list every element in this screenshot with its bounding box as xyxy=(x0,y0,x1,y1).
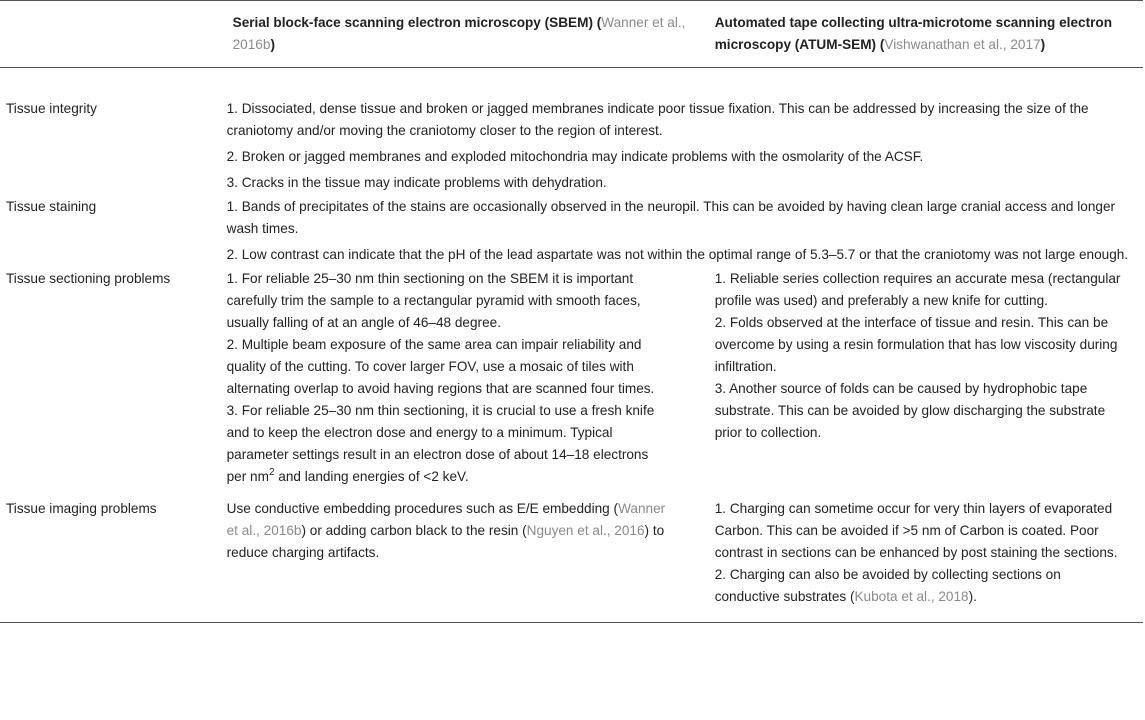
header-row xyxy=(0,1,1143,68)
sectioning-atum-cell xyxy=(701,266,1143,488)
header-sbem: Serial block-face scanning electron microscopy (SBEM) (Wanner et al., 2016b) xyxy=(232,15,686,52)
sectioning-sbem-p2: 2. Multiple beam exposure of the same area can impair reliability and quality of the cutting. To cover larger FOV, use a mosaic of tiles with alternating overlap to avoid having regions that are scanned four times. xyxy=(226,337,655,396)
imaging-sbem-ref1[interactable]: Wanner et al., 2016b xyxy=(226,501,666,538)
row-tissue-staining xyxy=(0,194,1143,266)
imaging-sbem-ref2[interactable]: Nguyen et al., 2016 xyxy=(526,523,645,538)
row-label: Tissue imaging problems xyxy=(6,501,157,516)
integrity-p1: 1. Dissociated, dense tissue and broken or jagged membranes indicate poor tissue fixation. This can be addressed by increasing the size of the craniotomy and/or moving the craniotomy closer to the region of interest. xyxy=(226,101,1089,138)
row-label: Tissue integrity xyxy=(6,101,97,116)
header-sbem-ref[interactable]: Wanner et al., 2016b xyxy=(232,15,686,52)
row-label: Tissue staining xyxy=(6,199,97,214)
sectioning-sbem-p3: 3. For reliable 25–30 nm thin sectioning, it is crucial to use a fresh knife and to keep the electron dose and energy to a minimum. Typical parameter settings result in an electron dose of about 14–18 electrons per $nm^2$ and landing energies of <2 keV. xyxy=(226,403,655,484)
sectioning-sbem-p1: 1. For reliable 25–30 nm thin sectioning on the SBEM it is important carefully trim the sample to a rectangular pyramid with smooth faces, usually falling of at an angle of 46–48 degree. xyxy=(226,271,641,330)
row-tissue-integrity xyxy=(0,68,1143,195)
sectioning-atum-p3: 3. Another source of folds can be caused by hydrophobic tape substrate. This can be avoided by glow discharging the substrate prior to collection. xyxy=(714,381,1106,440)
sectioning-atum-p1: 1. Reliable series collection requires an accurate mesa (rectangular profile was used) and preferably a new knife for cutting. xyxy=(714,271,1121,308)
imaging-sbem-text: Use conductive embedding procedures such as E/E embedding (Wanner et al., 2016b) or adding carbon black to the resin (Nguyen et al., 2016) to reduce charging artifacts. xyxy=(226,501,666,560)
header-empty-cell xyxy=(0,1,221,68)
row-tissue-imaging xyxy=(0,488,1143,623)
row-tissue-sectioning xyxy=(0,266,1143,488)
sectioning-atum-p2: 2. Folds observed at the interface of tissue and resin. This can be overcome by using a resin formulation that has low viscosity during infiltration. xyxy=(714,315,1118,374)
row-label: Tissue sectioning problems xyxy=(6,271,171,286)
header-atum: Automated tape collecting ultra-microtome scanning electron microscopy (ATUM-SEM) (Vishwanathan et al., 2017) xyxy=(714,15,1113,52)
integrity-p2: 2. Broken or jagged membranes and exploded mitochondria may indicate problems with the osmolarity of the ACSF. xyxy=(226,149,924,164)
staining-cell xyxy=(221,194,1143,266)
imaging-atum-ref[interactable]: Kubota et al., 2018 xyxy=(854,589,969,604)
integrity-p3: 3. Cracks in the tissue may indicate problems with dehydration. xyxy=(226,175,607,190)
header-atum-ref[interactable]: Vishwanathan et al., 2017 xyxy=(884,37,1041,52)
header-atum-title: Automated tape collecting ultra-microtome scanning electron microscopy (ATUM-SEM) xyxy=(714,15,1113,52)
imaging-atum-cell xyxy=(701,488,1143,623)
staining-p1: 1. Bands of precipitates of the stains are occasionally observed in the neuropil. This can be avoided by having clean large cranial access and longer wash times. xyxy=(226,199,1116,236)
imaging-atum-p1: 1. Charging can sometime occur for very thin layers of evaporated Carbon. This can be avoided if >5 nm of Carbon is coated. Poor contrast in sections can be enhanced by post staining the sections. xyxy=(714,501,1118,560)
sectioning-sbem-cell xyxy=(221,266,701,488)
imaging-atum-p2: 2. Charging can also be avoided by collecting sections on conductive substrates (Kubota et al., 2018). xyxy=(714,567,1061,604)
imaging-sbem-cell xyxy=(221,488,701,623)
header-sbem-title: Serial block-face scanning electron microscopy (SBEM) xyxy=(232,15,593,30)
integrity-cell xyxy=(221,68,1143,195)
staining-p2: 2. Low contrast can indicate that the pH of the lead aspartate was not within the optimal range of 5.3–5.7 or that the craniotomy was not large enough. xyxy=(226,247,1129,262)
